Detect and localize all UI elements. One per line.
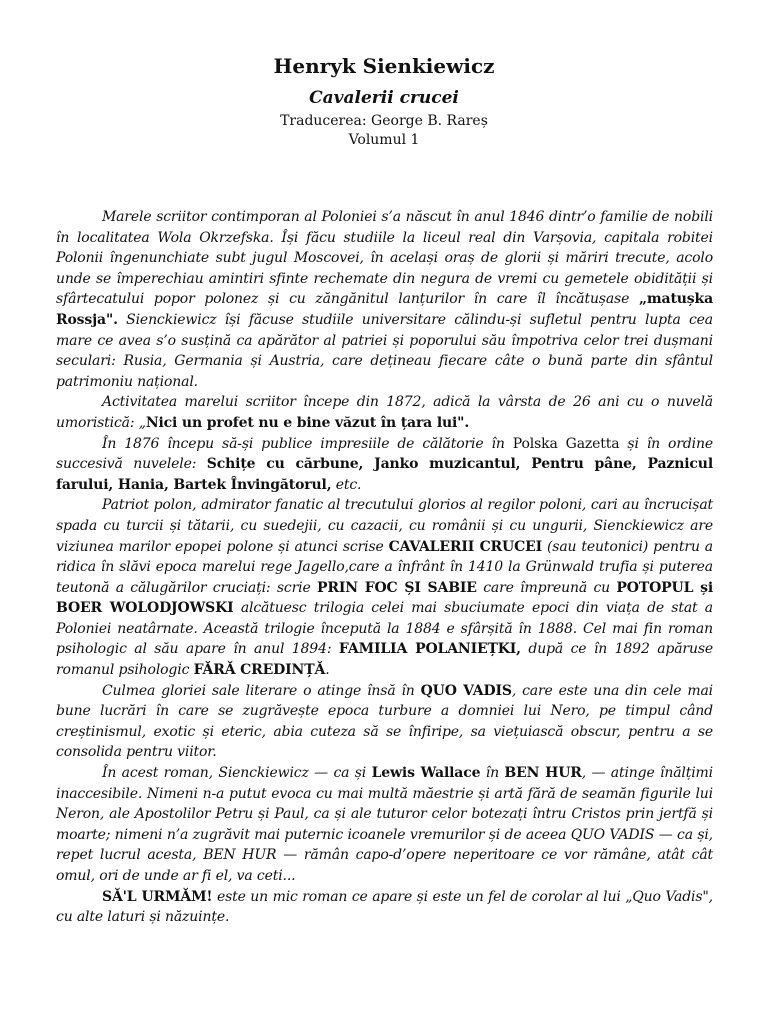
paragraph: Activitatea marelui scriitor începe din 1872, adică la vârsta de 26 ani cu o nuvelă umoristică: „Nici un profet nu e bine văzut în țara lui". <box>56 394 713 431</box>
volume-line: Volumul 1 <box>348 132 420 148</box>
paragraph: Culmea gloriei sale literare o atinge însă în QUO VADIS, care este una din cele mai bune lucrări în care se zugrăvește epoca turbure a domniei lui Nero, pe timpul când creștinismul, exotic și eteric, abia cuteza să se înfiripe, sa viețuiască obscur, pentru a se consolida pentru viitor. <box>56 682 714 761</box>
paragraph: SĂ'L URMĂM! este un mic roman ce apare și este un fel de corolar al lui „Quo Vadis", cu alte laturi și năzuințe. <box>56 888 713 926</box>
paragraph: Patriot polon, admirator fanatic al trecutului glorios al regilor poloni, cari au încrucișat spada cu turcii și tătarii, cu suedejii, cu cazacii, cu românii și cu ungurii, Sienckiewicz are viziunea marilor epopei polone și atunci scrise CAVALERII CRUCEI (sau teutonici) pentru a ridica în slăvi epoca marelui rege Jagello,care a înfrânt în 1410 la Grünwald trufia și puterea teutonă a călugărilor cruciați: scrie PRIN FOC ȘI SABIE care împreună cu POTOPUL și BOER WOLODJOWSKI alcătuesc trilogia celei mai sbuciumate epoci din viața de stat a Poloniei neatârnate. Această trilogie începută la 1884 e sfârșită în 1888. Cel mai fin roman psihologic al său apare în anul 1894: FAMILIA POLANIEȚKI, după ce în 1892 apăruse romanul psihologic FĂRĂ CREDINȚĂ. <box>56 497 713 679</box>
author-name: Henryk Sienkiewicz <box>273 54 495 78</box>
preface-text <box>56 207 713 928</box>
paragraph: În acest roman, Sienckiewicz — ca și Lewis Wallace în BEN HUR, — atinge înălțimi inaccesibile. Nimeni n-a putut evoca cu mai multă măestrie și artă fără de seamăn figurile lui Neron, ale Apostolilor Petru și Paul, ca și ale tuturor celor botezați întru Cristos prin jertfă și moarte; nimeni n’a zugrăvit mai puternic icoanele vremurilor și de aceea QUO VADIS — ca și, repet lucrul acesta, BEN HUR — rămân capo-d’opere neperitoare ce vor rămâne, atât cât omul, ori de unde ar fi el, va ceti... <box>56 765 713 884</box>
translator-line: Traducerea: George B. Rareș <box>280 113 488 129</box>
paragraph: Marele scriitor contimporan al Poloniei s’a născut în anul 1846 dintr’o familie de nobili în localitatea Wola Okrzefska. Își făcu studiile la liceul real din Varșovia, capitala robitei Polonii îngenunchiate subt jugul Moscovei, în același oraș de glorii și măriri trecute, acolo unde se împerechiau amintiri sfinte rechemate din negura de vremi cu gemetele obidității și sfârtecatului popor polonez și cu zăngănitul lanțurilor în care îl încătușase „matușka Rossja". Sienckiewicz își făcuse studiile universitare călindu-și sufletul pentru lupta cea mare ce avea s’o susțină ca apărător al patriei și poporului său împotriva celor trei dușmani seculari: Rusia, Germania și Austria, care dețineau fiecare câte o bună parte din sfântul patrimoniu național. <box>56 209 713 390</box>
book-title: Cavalerii crucei <box>309 88 459 108</box>
paragraph: În 1876 începu să-și publice impresiile de călătorie în Polska Gazetta și în ordine succesivă nuvelele: Schițe cu cărbune, Janko muzicantul, Pentru pâne, Paznicul farului, Hania, Bartek Învingătorul, etc. <box>56 435 713 493</box>
